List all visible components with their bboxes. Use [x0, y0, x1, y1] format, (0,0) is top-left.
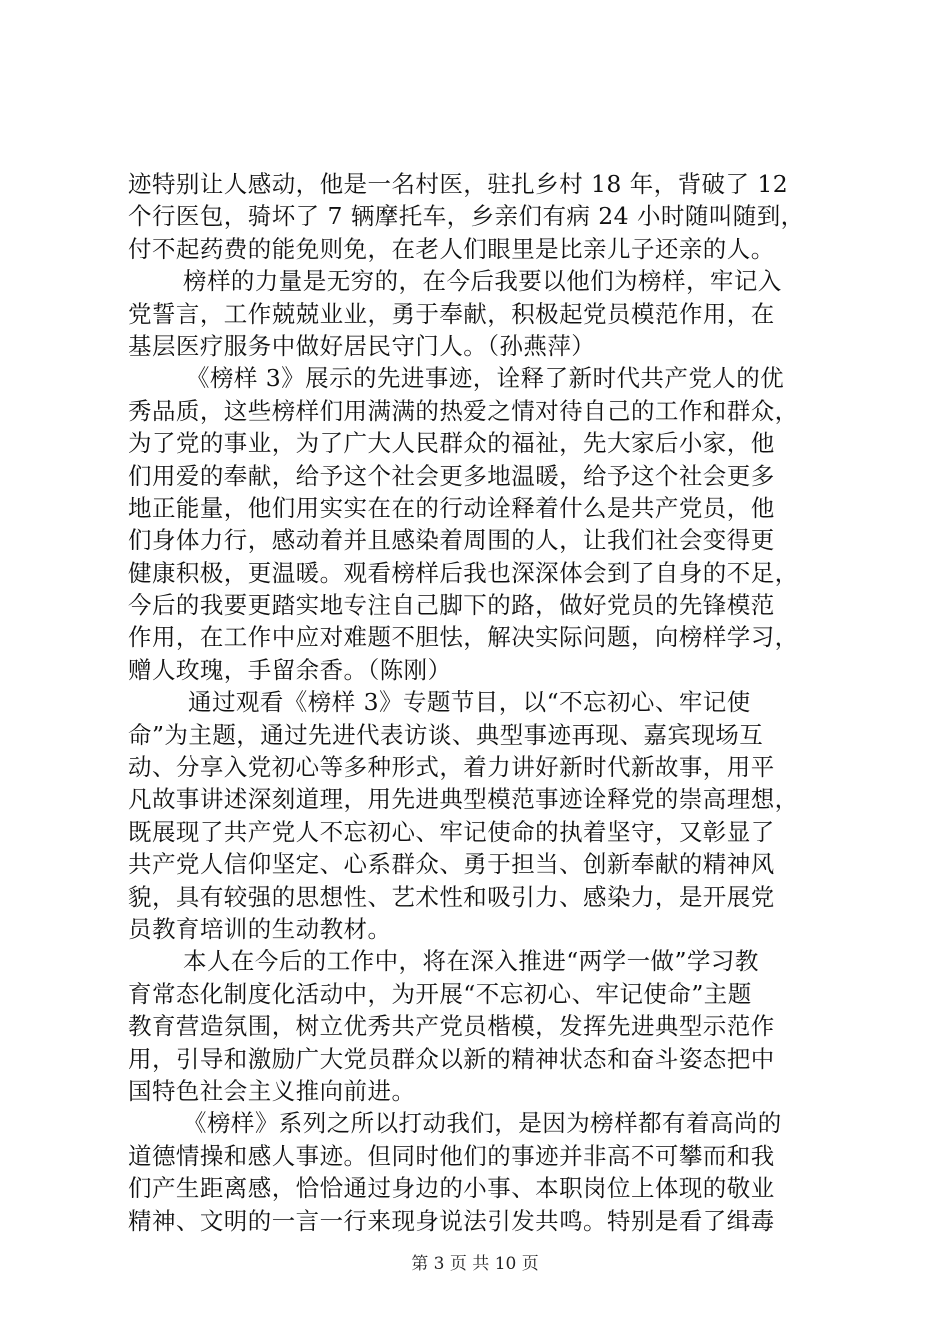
text-line: 付不起药费的能免则免，在老人们眼里是比亲儿子还亲的人。 — [128, 234, 775, 263]
page-number-footer: 第 3 页 共 10 页 — [411, 1254, 539, 1274]
text-line: 凡故事讲述深刻道理，用先进典型模范事迹诠释党的崇高理想， — [128, 785, 799, 814]
paragraph-start-line: 通过观看《榜样 3》专题节目，以“不忘初心、牢记使 — [188, 688, 751, 717]
text-line: 为了党的事业，为了广大人民群众的福祉，先大家后小家，他 — [128, 429, 775, 458]
paragraph-start-line: 榜样的力量是无穷的，在今后我要以他们为榜样，牢记入 — [183, 267, 782, 296]
text-line: 秀品质，这些榜样们用满满的热爱之情对待自己的工作和群众， — [128, 396, 799, 425]
text-line: 国特色社会主义推向前进。 — [128, 1076, 416, 1105]
text-line: 作用，在工作中应对难题不胆怯，解决实际问题，向榜样学习， — [128, 623, 799, 652]
body-text — [128, 168, 830, 1237]
text-line: 既展现了共产党人不忘初心、牢记使命的执着坚守，又彰显了 — [128, 817, 775, 846]
text-line: 基层医疗服务中做好居民守门人。（孙燕萍） — [128, 331, 596, 360]
text-line: 赠人玫瑰，手留余香。（陈刚） — [128, 655, 452, 684]
text-line: 迹特别让人感动，他是一名村医，驻扎乡村 18 年，背破了 12 — [128, 170, 789, 198]
text-line: 们身体力行，感动着并且感染着周围的人，让我们社会变得更 — [128, 526, 775, 555]
text-line: 个行医包，骑坏了 7 辆摩托车，乡亲们有病 24 小时随叫随到， — [128, 202, 805, 231]
paragraph-start-line: 本人在今后的工作中，将在深入推进“两学一做”学习教 — [183, 947, 759, 976]
text-line: 育常态化制度化活动中，为开展“不忘初心、牢记使命”主题 — [128, 979, 752, 1008]
text-line: 道德情操和感人事迹。但同时他们的事迹并非高不可攀而和我 — [128, 1141, 775, 1170]
text-line: 地正能量，他们用实实在在的行动诠释着什么是共产党员，他 — [128, 493, 775, 522]
paragraph-start-line: 《榜样 3》展示的先进事迹，诠释了新时代共产党人的优 — [186, 364, 785, 393]
text-line: 用，引导和激励广大党员群众以新的精神状态和奋斗姿态把中 — [128, 1044, 775, 1073]
paragraph-start-line: 《榜样》系列之所以打动我们，是因为榜样都有着高尚的 — [183, 1109, 782, 1138]
text-line: 党誓言，工作兢兢业业，勇于奉献，积极起党员模范作用，在 — [128, 299, 775, 328]
text-line: 今后的我要更踏实地专注自己脚下的路，做好党员的先锋模范 — [128, 591, 775, 620]
text-line: 貌，具有较强的思想性、艺术性和吸引力、感染力，是开展党 — [128, 882, 775, 911]
text-line: 们产生距离感，恰恰通过身边的小事、本职岗位上体现的敬业 — [128, 1174, 775, 1203]
text-line: 共产党人信仰坚定、心系群众、勇于担当、创新奉献的精神风 — [128, 850, 775, 879]
text-line: 命”为主题，通过先进代表访谈、典型事迹再现、嘉宾现场互 — [128, 720, 764, 749]
text-line: 健康积极，更温暖。观看榜样后我也深深体会到了自身的不足， — [128, 558, 799, 587]
text-line: 们用爱的奉献，给予这个社会更多地温暖，给予这个社会更多 — [128, 461, 775, 490]
text-line: 员教育培训的生动教材。 — [128, 914, 392, 943]
text-line: 动、分享入党初心等多种形式，着力讲好新时代新故事，用平 — [128, 753, 775, 782]
text-line: 精神、文明的一言一行来现身说法引发共鸣。特别是看了缉毒 — [128, 1206, 775, 1235]
text-line: 教育营造氛围，树立优秀共产党员楷模，发挥先进典型示范作 — [128, 1012, 775, 1041]
